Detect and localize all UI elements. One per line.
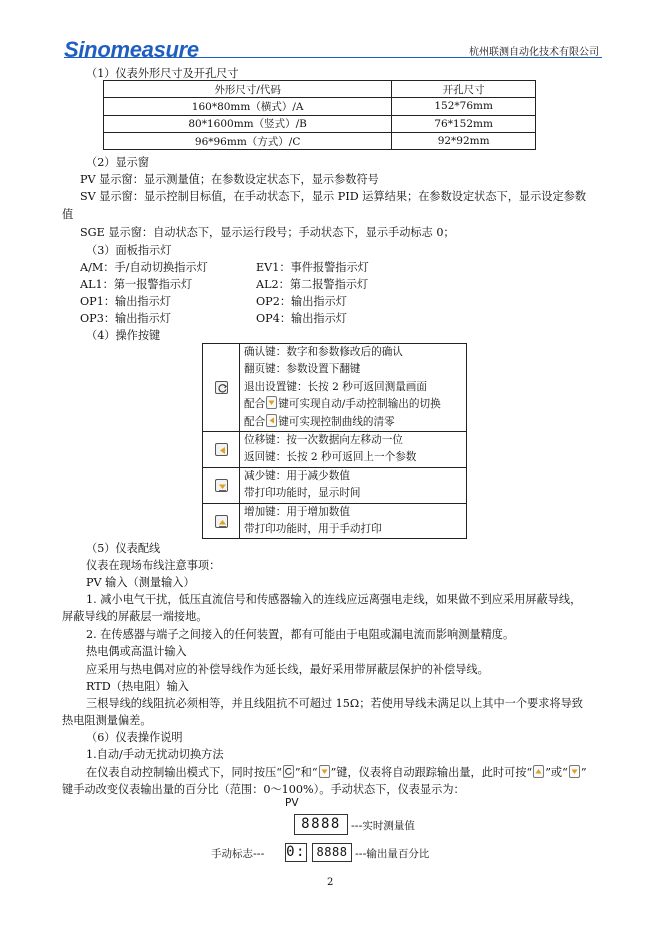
section-6-title: （6）仪表操作说明 (86, 731, 183, 744)
text-fragment: ”键，仪表将自动跟踪输出量，此时可按“ (330, 766, 533, 779)
text-fragment: ” (580, 766, 587, 779)
section-3-title: （3）面板指示灯 (86, 244, 172, 257)
key-row-down (203, 467, 467, 503)
down-key-icon (215, 479, 228, 492)
dimension-table (103, 80, 536, 150)
brand-logo: Sinomeasure (64, 37, 199, 62)
set-key-icon (215, 381, 228, 394)
text-fragment: ”和“ (294, 766, 318, 779)
down-key-icon (319, 765, 330, 778)
key-row-up (203, 503, 467, 539)
desc-line: 返回键：长按 2 秒可返回上一个参数 (244, 451, 417, 464)
key-cell (203, 432, 240, 468)
desc-text: 配合 (244, 415, 266, 428)
output-caption: ---输出量百分比 (355, 848, 430, 860)
text-fragment: 在仪表自动控制输出模式下，同时按压“ (86, 766, 282, 779)
key-desc (240, 432, 467, 468)
company-name: 杭州联测自动化技术有限公司 (469, 47, 599, 58)
sv-window-text-cont: 值 (62, 208, 74, 221)
key-desc (240, 344, 467, 432)
table-header-cell: 外形尺寸/代码 (104, 81, 392, 98)
down-key-icon (569, 765, 580, 778)
indicator-al2: AL2：第二报警指示灯 (256, 278, 369, 291)
key-desc (240, 467, 467, 503)
manual-switch-heading: 1.自动/手动无扰动切换方法 (86, 748, 224, 761)
key-cell (203, 344, 240, 432)
desc-line: 退出设置键：长按 2 秒可返回测量画面 (244, 380, 427, 393)
indicator-op3: OP3：输出指示灯 (80, 312, 171, 325)
display-illustration (211, 797, 453, 875)
table-cell: 152*76mm (392, 98, 536, 115)
desc-line: 带打印功能时，用于手动打印 (244, 523, 382, 536)
page-number: 2 (327, 877, 334, 888)
rtd-note: 三根导线的线阻抗必须相等，并且线阻抗不可超过 15Ω；若使用导线未满足以上其中一个要求将导致 (86, 697, 583, 710)
sge-window-text: SGE 显示窗：自动状态下，显示运行段号；手动状态下，显示手动标志 0； (80, 226, 455, 239)
text-fragment: ”或“ (545, 766, 568, 779)
key-cell (203, 503, 240, 539)
section-4-title: （4）操作按键 (86, 329, 161, 342)
desc-line: 带打印功能时，显示时间 (244, 487, 361, 500)
header-divider (64, 57, 602, 58)
wiring-note-2: 2. 在传感器与端子之间接入的任何装置，都有可能由于电阻或漏电流而影响测量精度。 (86, 628, 515, 641)
pv-lcd-display: 8888 (294, 814, 348, 835)
wiring-note-1: 1. 减小电气干扰，低压直流信号和传感器输入的连线应远离强电走线，如果做不到应采用屏蔽导线， (86, 593, 582, 606)
table-header-cell: 开孔尺寸 (392, 81, 536, 98)
table-cell: 96*96mm（方式）/C (104, 132, 392, 149)
table-cell: 92*92mm (392, 132, 536, 149)
indicator-am: A/M：手/自动切换指示灯 (80, 261, 208, 274)
manual-flag-label: 手动标志--- (211, 848, 265, 860)
table-row (104, 98, 536, 115)
indicator-op2: OP2：输出指示灯 (256, 295, 347, 308)
table-cell: 160*80mm（横式）/A (104, 98, 392, 115)
key-desc (240, 503, 467, 539)
desc-line: 确认键：数字和参数修改后的确认 (244, 346, 403, 358)
thermocouple-heading: 热电偶或高温计输入 (86, 645, 187, 658)
indicator-ev1: EV1：事件报警指示灯 (256, 261, 369, 274)
desc-line: 减少键：用于减少数值 (244, 469, 350, 482)
pv-window-text: PV 显示窗：显示测量值；在参数设定状态下，显示参数符号 (80, 173, 379, 186)
down-key-icon (266, 396, 277, 409)
manual-switch-text-cont: 键手动改变仪表输出量的百分比（范围：0～100%）。手动状态下，仪表显示为： (62, 783, 465, 796)
sv-window-text: SV 显示窗：显示控制目标值，在手动状态下，显示 PID 运算结果；在参数设定状态下，显示设定参数 (80, 190, 587, 203)
desc-line (244, 414, 466, 431)
key-cell (203, 467, 240, 503)
wiring-intro: 仪表在现场布线注意事项： (86, 559, 221, 572)
pv-input-heading: PV 输入（测量输入） (86, 576, 195, 589)
table-header-row (104, 81, 536, 98)
desc-line: 增加键：用于增加数值 (244, 505, 350, 518)
indicator-al1: AL1：第一报警指示灯 (80, 278, 193, 291)
rtd-note-cont: 热电阻测量偏差。 (62, 714, 152, 727)
desc-line: 翻页键：参数设置下翻键 (244, 363, 361, 376)
manual-switch-text (86, 764, 587, 780)
key-table (202, 343, 467, 539)
section-5-title: （5）仪表配线 (86, 542, 161, 555)
table-row (104, 132, 536, 149)
left-key-icon (215, 443, 228, 456)
indicator-op1: OP1：输出指示灯 (80, 295, 171, 308)
rtd-heading: RTD（热电阻）输入 (86, 680, 189, 693)
output-lcd-display: 8888 (312, 843, 352, 862)
desc-text: 键可实现控制曲线的清零 (278, 415, 395, 428)
key-row-shift (203, 432, 467, 468)
thermocouple-note: 应采用与热电偶对应的补偿导线作为延长线，最好采用带屏蔽层保护的补偿导线。 (86, 663, 489, 676)
indicator-op4: OP4：输出指示灯 (256, 312, 347, 325)
table-cell: 80*1600mm（竖式）/B (104, 115, 392, 132)
pv-caption: ---实时测量值 (351, 820, 415, 832)
desc-line: 位移键：按一次数据向左移动一位 (244, 434, 403, 447)
wiring-note-1-cont: 屏蔽导线的屏蔽层一端接地。 (62, 610, 208, 623)
table-row (104, 115, 536, 132)
table-cell: 76*152mm (392, 115, 536, 132)
set-key-icon (283, 765, 294, 778)
manual-flag-display: 0: (286, 844, 306, 860)
desc-text: 键可实现自动/手动控制输出的切换 (278, 398, 441, 411)
up-key-icon (215, 515, 228, 528)
left-key-icon (266, 414, 277, 427)
section-1-title: （1）仪表外形尺寸及开孔尺寸 (86, 67, 239, 80)
pv-label: PV (285, 797, 299, 809)
up-key-icon (533, 765, 544, 778)
desc-line (244, 396, 466, 413)
key-row-set (203, 344, 467, 432)
desc-text: 配合 (244, 398, 266, 411)
section-2-title: （2）显示窗 (86, 156, 150, 169)
